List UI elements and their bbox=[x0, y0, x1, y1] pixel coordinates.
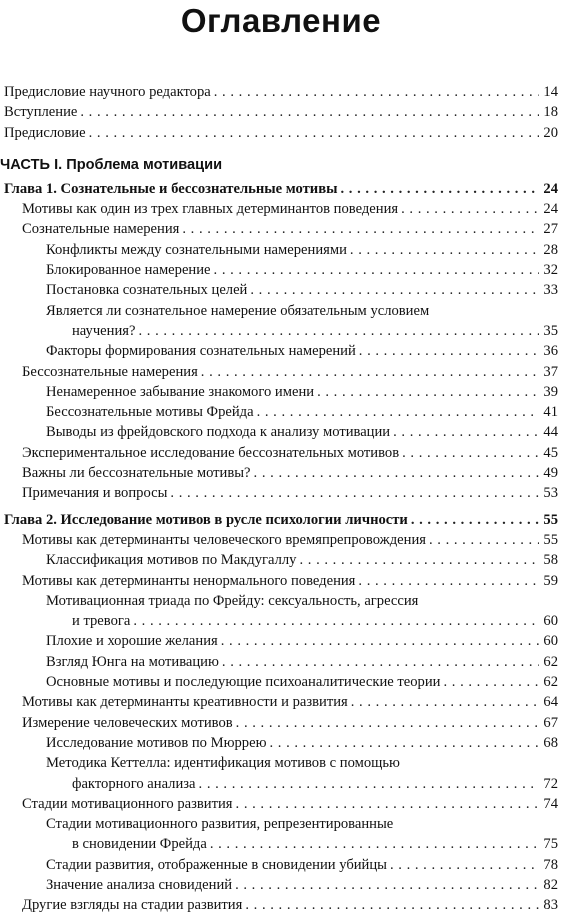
toc-entry-title: Постановка сознательных целей bbox=[46, 282, 248, 299]
toc-entry-title: Вступление bbox=[4, 104, 78, 121]
dot-leader bbox=[317, 382, 539, 402]
toc-entry[interactable] bbox=[0, 895, 562, 915]
toc-entry-page: 58 bbox=[543, 552, 558, 569]
dot-leader bbox=[359, 341, 539, 361]
dot-leader bbox=[299, 550, 539, 570]
dot-leader bbox=[221, 631, 539, 651]
toc-entry-page: 60 bbox=[543, 633, 558, 650]
toc-entry-title: Взгляд Юнга на мотивацию bbox=[46, 653, 219, 670]
dot-leader bbox=[250, 280, 539, 300]
toc-entry[interactable] bbox=[0, 733, 562, 753]
toc-entry-page: 32 bbox=[543, 262, 558, 279]
toc-entry-page: 27 bbox=[543, 221, 558, 238]
toc-entry[interactable] bbox=[0, 463, 562, 483]
toc-entry-page: 28 bbox=[543, 241, 558, 258]
toc-entry-page: 62 bbox=[543, 674, 558, 691]
toc-entry-title: Блокированное намерение bbox=[46, 262, 211, 279]
dot-leader bbox=[254, 463, 539, 483]
toc-entry-title: Стадии развития, отображенные в сновидении убийцы bbox=[46, 856, 387, 873]
dot-leader bbox=[236, 713, 539, 733]
toc-entry[interactable] bbox=[0, 443, 562, 463]
chapter-2-list bbox=[0, 510, 562, 916]
toc-entry-page: 33 bbox=[543, 282, 558, 299]
toc-entry-title: Исследование мотивов по Мюррею bbox=[46, 734, 267, 751]
toc-entry-title: Измерение человеческих мотивов bbox=[22, 714, 233, 731]
dot-leader bbox=[358, 571, 539, 591]
page-title: Оглавление bbox=[180, 2, 382, 39]
toc-entry-title: Предисловие научного редактора bbox=[4, 84, 211, 100]
toc-entry[interactable] bbox=[0, 692, 562, 712]
dot-leader bbox=[214, 82, 539, 102]
dot-leader bbox=[133, 611, 539, 631]
toc-entry-page: 82 bbox=[543, 876, 558, 893]
toc-entry-page: 39 bbox=[543, 383, 558, 400]
toc-entry-title: Мотивы как детерминанты человеческого времяпрепровождения bbox=[22, 531, 426, 548]
toc-entry-page: 45 bbox=[543, 444, 558, 461]
toc-entry-page: 68 bbox=[543, 734, 558, 751]
toc-entry-title: Ненамеренное забывание знакомого имени bbox=[46, 383, 315, 400]
toc-entry-title: Экспериментальное исследование бессознательных мотивов bbox=[22, 444, 400, 461]
toc-entry[interactable] bbox=[0, 814, 562, 834]
dot-leader bbox=[269, 733, 539, 753]
toc-entry-title: Является ли сознательное намерение обязательным условием bbox=[46, 302, 430, 319]
toc-entry[interactable] bbox=[0, 774, 562, 794]
dot-leader bbox=[443, 672, 539, 692]
toc-entry[interactable] bbox=[0, 875, 562, 895]
front-matter-list bbox=[0, 82, 562, 143]
toc-entry-page: 75 bbox=[543, 836, 558, 853]
toc-entry-title: Стадии мотивационного развития, репрезентированные bbox=[46, 816, 394, 833]
toc-entry-title: Мотивы как детерминанты ненормального поведения bbox=[22, 572, 356, 589]
dot-leader bbox=[201, 362, 539, 382]
dot-leader bbox=[429, 530, 539, 550]
dot-leader bbox=[80, 102, 539, 122]
toc-entry[interactable] bbox=[0, 713, 562, 733]
toc-entry[interactable] bbox=[0, 834, 562, 854]
toc-entry[interactable] bbox=[0, 672, 562, 692]
toc-entry[interactable] bbox=[0, 321, 562, 341]
dot-leader bbox=[393, 422, 539, 442]
toc-entry-title: Методика Кеттелла: идентификация мотивов с помощью bbox=[46, 755, 400, 772]
toc-entry-title: Предисловие bbox=[4, 124, 86, 141]
dot-leader bbox=[199, 774, 539, 794]
dot-leader bbox=[341, 179, 540, 199]
toc-entry-title: научения? bbox=[72, 322, 136, 339]
toc-entry[interactable] bbox=[0, 483, 562, 503]
toc-entry-title: Другие взгляды на стадии развития bbox=[22, 897, 243, 914]
toc-entry-page: 44 bbox=[543, 424, 558, 441]
dot-leader bbox=[210, 834, 539, 854]
toc-entry-page: 49 bbox=[543, 465, 558, 482]
part-heading: ЧАСТЬ I. Проблема мотивации bbox=[0, 156, 223, 173]
dot-leader bbox=[257, 402, 539, 422]
toc-entry-page: 67 bbox=[543, 714, 558, 731]
toc-entry-title: Основные мотивы и последующие психоаналитические теории bbox=[46, 674, 441, 691]
toc-entry-page: 72 bbox=[543, 775, 558, 792]
toc-entry[interactable] bbox=[0, 199, 562, 219]
toc-entry[interactable] bbox=[0, 260, 562, 280]
toc-entry-title: Примечания и вопросы bbox=[22, 485, 168, 502]
toc-entry-page: 59 bbox=[543, 572, 558, 589]
toc-entry-title: Значение анализа сновидений bbox=[46, 876, 233, 893]
toc-entry[interactable] bbox=[0, 219, 562, 239]
toc-entry[interactable] bbox=[0, 571, 562, 591]
dot-leader bbox=[235, 875, 539, 895]
toc-entry[interactable] bbox=[0, 82, 562, 102]
toc-entry-title: Конфликты между сознательными намерениями bbox=[46, 241, 347, 258]
chapter-title: Глава 1. Сознательные и бессознательные мотивы bbox=[4, 180, 338, 197]
toc-entry[interactable] bbox=[0, 550, 562, 570]
toc-entry-title: Мотивационная триада по Фрейду: сексуальность, агрессия bbox=[46, 592, 419, 609]
dot-leader bbox=[214, 260, 539, 280]
dot-leader bbox=[170, 483, 539, 503]
dot-leader bbox=[138, 321, 539, 341]
dot-leader bbox=[222, 652, 539, 672]
table-of-contents bbox=[0, 82, 562, 916]
toc-entry[interactable] bbox=[0, 631, 562, 651]
toc-entry-page: 18 bbox=[543, 104, 558, 121]
dot-leader bbox=[411, 510, 539, 530]
toc-entry-title: Стадии мотивационного развития bbox=[22, 795, 233, 812]
dot-leader bbox=[351, 692, 539, 712]
chapter-heading[interactable] bbox=[0, 510, 562, 530]
chapter-page: 24 bbox=[543, 180, 558, 197]
toc-entry-title: Важны ли бессознательные мотивы? bbox=[22, 465, 251, 482]
toc-entry-page: 64 bbox=[543, 694, 558, 711]
toc-entry-page: 36 bbox=[543, 343, 558, 360]
toc-entry-page: 24 bbox=[543, 201, 558, 218]
dot-leader bbox=[402, 443, 539, 463]
toc-entry-page: 14 bbox=[543, 84, 558, 100]
toc-entry-page: 53 bbox=[543, 485, 558, 502]
dot-leader bbox=[182, 219, 539, 239]
toc-entry[interactable] bbox=[0, 591, 562, 611]
toc-entry[interactable] bbox=[0, 652, 562, 672]
toc-entry-page: 60 bbox=[543, 613, 558, 630]
toc-entry-title: Классификация мотивов по Макдугаллу bbox=[46, 552, 297, 569]
dot-leader bbox=[245, 895, 539, 915]
toc-entry[interactable] bbox=[0, 422, 562, 442]
dot-leader bbox=[390, 855, 539, 875]
toc-entry[interactable] bbox=[0, 402, 562, 422]
chapter-page: 55 bbox=[543, 511, 558, 528]
toc-entry-title: факторного анализа bbox=[72, 775, 196, 792]
toc-entry-page: 20 bbox=[543, 124, 558, 141]
toc-entry-title: Бессознательные мотивы Фрейда bbox=[46, 404, 254, 421]
toc-entry-page: 83 bbox=[543, 897, 558, 914]
toc-entry[interactable] bbox=[0, 362, 562, 382]
toc-entry-title: Бессознательные намерения bbox=[22, 363, 198, 380]
toc-entry-title: Сознательные намерения bbox=[22, 221, 180, 238]
dot-leader bbox=[236, 794, 539, 814]
toc-entry-page: 74 bbox=[543, 795, 558, 812]
toc-entry-page: 62 bbox=[543, 653, 558, 670]
toc-entry-page: 41 bbox=[543, 404, 558, 421]
toc-entry[interactable] bbox=[0, 753, 562, 773]
toc-entry-title: Мотивы как один из трех главных детерминантов поведения bbox=[22, 201, 399, 218]
chapter-heading[interactable] bbox=[0, 179, 562, 199]
toc-entry-page: 78 bbox=[543, 856, 558, 873]
toc-entry[interactable] bbox=[0, 382, 562, 402]
chapter-title: Глава 2. Исследование мотивов в русле психологии личности bbox=[4, 511, 408, 528]
toc-entry-title: Мотивы как детерминанты креативности и развития bbox=[22, 694, 348, 711]
toc-entry-title: и тревога bbox=[72, 613, 131, 630]
toc-entry[interactable] bbox=[0, 102, 562, 122]
dot-leader bbox=[401, 199, 539, 219]
toc-entry[interactable] bbox=[0, 530, 562, 550]
dot-leader bbox=[89, 123, 539, 143]
toc-entry[interactable] bbox=[0, 341, 562, 361]
toc-entry[interactable] bbox=[0, 794, 562, 814]
toc-entry-title: Факторы формирования сознательных намерений bbox=[46, 343, 356, 360]
toc-entry-page: 37 bbox=[543, 363, 558, 380]
toc-entry-page: 35 bbox=[543, 322, 558, 339]
toc-entry[interactable] bbox=[0, 301, 562, 321]
toc-entry[interactable] bbox=[0, 123, 562, 143]
toc-entry[interactable] bbox=[0, 280, 562, 300]
dot-leader bbox=[350, 240, 539, 260]
toc-entry-title: Выводы из фрейдовского подхода к анализу мотивации bbox=[46, 424, 391, 441]
toc-entry-title: в сновидении Фрейда bbox=[72, 836, 207, 853]
toc-entry[interactable] bbox=[0, 611, 562, 631]
toc-entry-page: 55 bbox=[543, 531, 558, 548]
toc-entry[interactable] bbox=[0, 855, 562, 875]
toc-entry-title: Плохие и хорошие желания bbox=[46, 633, 218, 650]
chapter-1-list bbox=[0, 179, 562, 504]
toc-entry[interactable] bbox=[0, 240, 562, 260]
